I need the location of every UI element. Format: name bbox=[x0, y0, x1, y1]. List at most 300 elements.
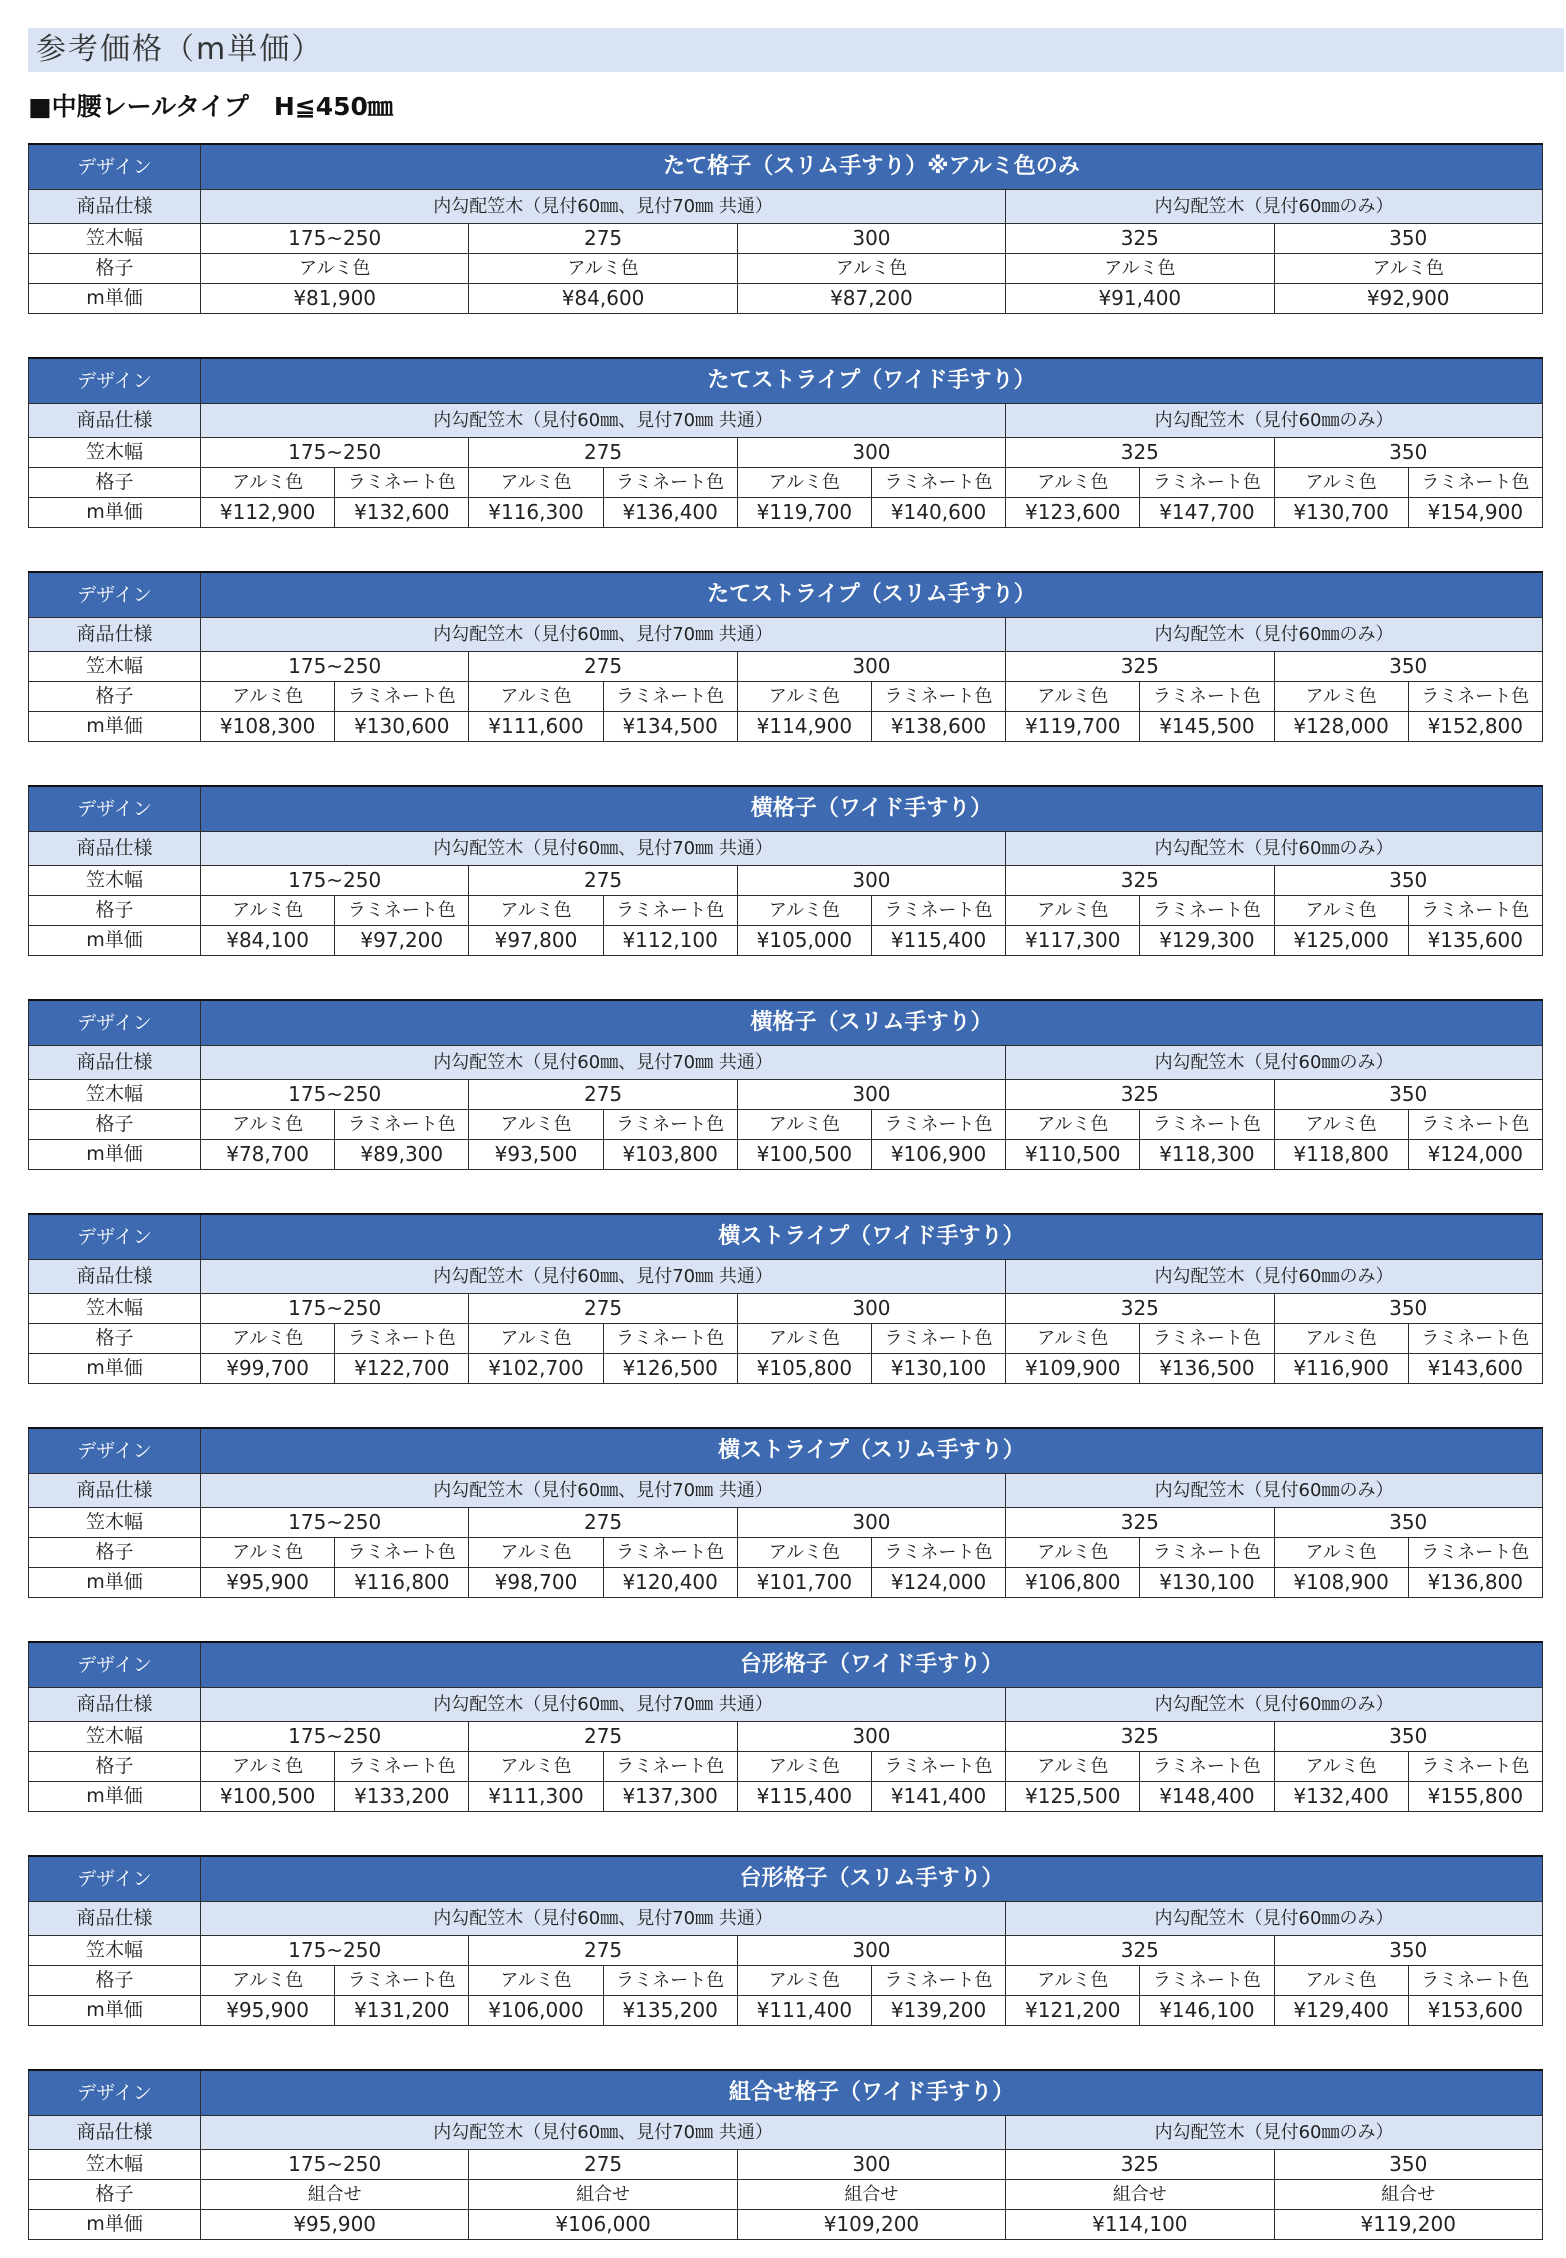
price-label: m単価 bbox=[29, 1568, 201, 1598]
width-cell: 300 bbox=[737, 1936, 1005, 1966]
price-cell: ¥130,100 bbox=[871, 1354, 1005, 1384]
color-cell: ラミネート色 bbox=[1408, 896, 1542, 926]
price-cell: ¥134,500 bbox=[603, 712, 737, 742]
width-label: 笠木幅 bbox=[29, 1294, 201, 1324]
color-cell: アルミ色 bbox=[469, 1538, 603, 1568]
price-label: m単価 bbox=[29, 926, 201, 956]
color-cell: アルミ色 bbox=[201, 1752, 335, 1782]
width-label: 笠木幅 bbox=[29, 1080, 201, 1110]
width-row bbox=[29, 652, 1543, 682]
width-cell: 175~250 bbox=[201, 1294, 469, 1324]
lattice-label: 格子 bbox=[29, 1752, 201, 1782]
width-cell: 325 bbox=[1006, 1508, 1274, 1538]
price-row bbox=[29, 284, 1543, 314]
price-cell: ¥131,200 bbox=[335, 1996, 469, 2026]
color-cell: アルミ色 bbox=[1006, 1966, 1140, 1996]
width-row bbox=[29, 1722, 1543, 1752]
price-table bbox=[28, 1213, 1543, 1384]
spec-row bbox=[29, 2116, 1543, 2150]
width-cell: 350 bbox=[1274, 438, 1543, 468]
width-cell: 275 bbox=[469, 1080, 737, 1110]
spec-group-cell: 内勾配笠木（見付60㎜、見付70㎜ 共通） bbox=[201, 404, 1006, 438]
color-cell: アルミ色 bbox=[1006, 1752, 1140, 1782]
price-cell: ¥145,500 bbox=[1140, 712, 1274, 742]
price-cell: ¥121,200 bbox=[1006, 1996, 1140, 2026]
color-cell: アルミ色 bbox=[1006, 254, 1274, 284]
color-cell: アルミ色 bbox=[1006, 1324, 1140, 1354]
design-label: デザイン bbox=[29, 1428, 201, 1474]
spec-row bbox=[29, 618, 1543, 652]
color-cell: ラミネート色 bbox=[871, 896, 1005, 926]
price-cell: ¥89,300 bbox=[335, 1140, 469, 1170]
color-cell: アルミ色 bbox=[1274, 896, 1408, 926]
width-cell: 300 bbox=[737, 1294, 1005, 1324]
width-cell: 300 bbox=[737, 438, 1005, 468]
spec-row bbox=[29, 1474, 1543, 1508]
price-cell: ¥95,900 bbox=[201, 2210, 469, 2240]
price-cell: ¥111,300 bbox=[469, 1782, 603, 1812]
width-cell: 300 bbox=[737, 224, 1005, 254]
price-cell: ¥78,700 bbox=[201, 1140, 335, 1170]
color-cell: アルミ色 bbox=[1006, 1110, 1140, 1140]
width-cell: 175~250 bbox=[201, 2150, 469, 2180]
lattice-label: 格子 bbox=[29, 1324, 201, 1354]
color-cell: アルミ色 bbox=[469, 254, 737, 284]
color-cell: アルミ色 bbox=[469, 1110, 603, 1140]
spec-label: 商品仕様 bbox=[29, 618, 201, 652]
width-cell: 350 bbox=[1274, 652, 1542, 682]
price-cell: ¥106,000 bbox=[469, 2210, 737, 2240]
design-label: デザイン bbox=[29, 572, 201, 618]
price-cell: ¥129,400 bbox=[1274, 1996, 1408, 2026]
width-cell: 350 bbox=[1274, 1294, 1542, 1324]
price-cell: ¥116,300 bbox=[469, 498, 603, 528]
price-cell: ¥124,000 bbox=[871, 1568, 1005, 1598]
price-cell: ¥97,200 bbox=[335, 926, 469, 956]
color-cell: アルミ色 bbox=[737, 1538, 871, 1568]
price-table-section bbox=[28, 785, 1542, 956]
color-cell: ラミネート色 bbox=[1408, 1752, 1542, 1782]
price-cell: ¥130,100 bbox=[1140, 1568, 1274, 1598]
color-cell: ラミネート色 bbox=[603, 896, 737, 926]
width-cell: 175~250 bbox=[201, 1722, 469, 1752]
price-cell: ¥122,700 bbox=[335, 1354, 469, 1384]
color-cell: アルミ色 bbox=[201, 1966, 335, 1996]
width-row bbox=[29, 1080, 1543, 1110]
price-cell: ¥124,000 bbox=[1408, 1140, 1542, 1170]
price-cell: ¥84,600 bbox=[469, 284, 737, 314]
design-row bbox=[29, 358, 1543, 404]
lattice-row bbox=[29, 1538, 1543, 1568]
price-cell: ¥125,000 bbox=[1274, 926, 1408, 956]
color-cell: アルミ色 bbox=[1006, 1538, 1140, 1568]
price-cell: ¥146,100 bbox=[1140, 1996, 1274, 2026]
price-cell: ¥141,400 bbox=[871, 1782, 1005, 1812]
width-cell: 300 bbox=[737, 2150, 1005, 2180]
spec-group-cell: 内勾配笠木（見付60㎜、見付70㎜ 共通） bbox=[201, 1474, 1006, 1508]
price-cell: ¥125,500 bbox=[1006, 1782, 1140, 1812]
price-table bbox=[28, 1641, 1543, 1812]
price-cell: ¥119,200 bbox=[1274, 2210, 1542, 2240]
spec-label: 商品仕様 bbox=[29, 832, 201, 866]
price-row bbox=[29, 1140, 1543, 1170]
design-row bbox=[29, 1428, 1543, 1474]
color-cell: アルミ色 bbox=[469, 682, 603, 712]
color-cell: アルミ色 bbox=[737, 254, 1005, 284]
price-cell: ¥114,900 bbox=[737, 712, 871, 742]
price-table bbox=[28, 1855, 1543, 2026]
spec-group-cell: 内勾配笠木（見付60㎜のみ） bbox=[1006, 1046, 1543, 1080]
price-cell: ¥115,400 bbox=[871, 926, 1005, 956]
color-cell: ラミネート色 bbox=[871, 682, 1005, 712]
spec-label: 商品仕様 bbox=[29, 1474, 201, 1508]
price-cell: ¥100,500 bbox=[737, 1140, 871, 1170]
width-cell: 350 bbox=[1274, 2150, 1542, 2180]
color-cell: ラミネート色 bbox=[335, 1110, 469, 1140]
spec-group-cell: 内勾配笠木（見付60㎜のみ） bbox=[1006, 1688, 1543, 1722]
lattice-row bbox=[29, 2180, 1543, 2210]
price-cell: ¥152,800 bbox=[1408, 712, 1542, 742]
color-cell: 組合せ bbox=[201, 2180, 469, 2210]
design-name: 横ストライプ（ワイド手すり） bbox=[201, 1214, 1543, 1260]
price-row bbox=[29, 712, 1543, 742]
price-cell: ¥129,300 bbox=[1140, 926, 1274, 956]
lattice-label: 格子 bbox=[29, 896, 201, 926]
price-cell: ¥117,300 bbox=[1006, 926, 1140, 956]
design-row bbox=[29, 1642, 1543, 1688]
spec-group-cell: 内勾配笠木（見付60㎜のみ） bbox=[1006, 618, 1543, 652]
width-row bbox=[29, 1936, 1543, 1966]
price-cell: ¥106,000 bbox=[469, 1996, 603, 2026]
lattice-label: 格子 bbox=[29, 1538, 201, 1568]
price-label: m単価 bbox=[29, 712, 201, 742]
color-cell: アルミ色 bbox=[1274, 1538, 1408, 1568]
width-label: 笠木幅 bbox=[29, 1722, 201, 1752]
color-cell: ラミネート色 bbox=[871, 1110, 1005, 1140]
price-cell: ¥136,400 bbox=[603, 498, 737, 528]
lattice-label: 格子 bbox=[29, 682, 201, 712]
price-label: m単価 bbox=[29, 2210, 201, 2240]
color-cell: ラミネート色 bbox=[871, 1752, 1005, 1782]
color-cell: アルミ色 bbox=[737, 468, 871, 498]
design-label: デザイン bbox=[29, 1000, 201, 1046]
lattice-label: 格子 bbox=[29, 1110, 201, 1140]
price-cell: ¥123,600 bbox=[1006, 498, 1140, 528]
price-label: m単価 bbox=[29, 1354, 201, 1384]
price-cell: ¥84,100 bbox=[201, 926, 335, 956]
color-cell: ラミネート色 bbox=[871, 1538, 1005, 1568]
price-cell: ¥132,600 bbox=[335, 498, 469, 528]
width-row bbox=[29, 866, 1543, 896]
width-cell: 275 bbox=[469, 1722, 737, 1752]
lattice-label: 格子 bbox=[29, 1966, 201, 1996]
width-cell: 325 bbox=[1006, 1722, 1274, 1752]
color-cell: ラミネート色 bbox=[1408, 1538, 1542, 1568]
price-cell: ¥133,200 bbox=[335, 1782, 469, 1812]
section-subtitle: ■中腰レールタイプ H≦450㎜ bbox=[28, 92, 393, 121]
price-label: m単価 bbox=[29, 1996, 201, 2026]
color-cell: ラミネート色 bbox=[603, 1110, 737, 1140]
price-table-section bbox=[28, 999, 1542, 1170]
design-name: 横格子（スリム手すり） bbox=[201, 1000, 1543, 1046]
color-cell: ラミネート色 bbox=[1408, 1966, 1542, 1996]
color-cell: ラミネート色 bbox=[335, 896, 469, 926]
spec-row bbox=[29, 1902, 1543, 1936]
width-label: 笠木幅 bbox=[29, 2150, 201, 2180]
color-cell: アルミ色 bbox=[469, 1324, 603, 1354]
price-table bbox=[28, 785, 1543, 956]
color-cell: ラミネート色 bbox=[603, 468, 737, 498]
design-label: デザイン bbox=[29, 786, 201, 832]
width-label: 笠木幅 bbox=[29, 1936, 201, 1966]
width-row bbox=[29, 224, 1543, 254]
color-cell: アルミ色 bbox=[737, 1110, 871, 1140]
color-cell: アルミ色 bbox=[201, 1324, 335, 1354]
design-name: たて格子（スリム手すり）※アルミ色のみ bbox=[201, 144, 1543, 190]
spec-label: 商品仕様 bbox=[29, 1260, 201, 1294]
price-label: m単価 bbox=[29, 498, 201, 528]
width-cell: 350 bbox=[1274, 1722, 1543, 1752]
design-row bbox=[29, 1214, 1543, 1260]
price-cell: ¥148,400 bbox=[1140, 1782, 1274, 1812]
price-table-section bbox=[28, 1213, 1542, 1384]
color-cell: ラミネート色 bbox=[1408, 1324, 1542, 1354]
design-row bbox=[29, 1856, 1543, 1902]
price-row bbox=[29, 1568, 1543, 1598]
price-cell: ¥126,500 bbox=[603, 1354, 737, 1384]
spec-group-cell: 内勾配笠木（見付60㎜のみ） bbox=[1006, 1902, 1543, 1936]
color-cell: ラミネート色 bbox=[335, 682, 469, 712]
price-cell: ¥138,600 bbox=[871, 712, 1005, 742]
width-cell: 175~250 bbox=[201, 224, 469, 254]
width-row bbox=[29, 1508, 1543, 1538]
color-cell: アルミ色 bbox=[1274, 1752, 1408, 1782]
color-cell: 組合せ bbox=[737, 2180, 1005, 2210]
width-cell: 350 bbox=[1274, 1508, 1542, 1538]
color-cell: アルミ色 bbox=[1006, 468, 1140, 498]
color-cell: ラミネート色 bbox=[1408, 1110, 1542, 1140]
design-row bbox=[29, 786, 1543, 832]
price-cell: ¥136,500 bbox=[1140, 1354, 1274, 1384]
price-cell: ¥112,900 bbox=[201, 498, 335, 528]
width-cell: 325 bbox=[1006, 1080, 1274, 1110]
lattice-label: 格子 bbox=[29, 468, 201, 498]
width-label: 笠木幅 bbox=[29, 1508, 201, 1538]
color-cell: ラミネート色 bbox=[1140, 1966, 1274, 1996]
price-table-section bbox=[28, 357, 1542, 528]
color-cell: アルミ色 bbox=[201, 1538, 335, 1568]
price-cell: ¥114,100 bbox=[1006, 2210, 1274, 2240]
price-table-section bbox=[28, 2069, 1542, 2240]
width-cell: 300 bbox=[737, 1508, 1005, 1538]
price-cell: ¥154,900 bbox=[1408, 498, 1542, 528]
price-cell: ¥130,600 bbox=[335, 712, 469, 742]
price-cell: ¥136,800 bbox=[1408, 1568, 1542, 1598]
price-cell: ¥105,800 bbox=[737, 1354, 871, 1384]
price-cell: ¥98,700 bbox=[469, 1568, 603, 1598]
lattice-label: 格子 bbox=[29, 2180, 201, 2210]
width-row bbox=[29, 1294, 1543, 1324]
color-cell: ラミネート色 bbox=[1140, 468, 1274, 498]
price-cell: ¥108,900 bbox=[1274, 1568, 1408, 1598]
price-table bbox=[28, 143, 1543, 314]
color-cell: アルミ色 bbox=[201, 254, 469, 284]
color-cell: ラミネート色 bbox=[335, 1538, 469, 1568]
width-cell: 175~250 bbox=[201, 1508, 469, 1538]
color-cell: ラミネート色 bbox=[335, 468, 469, 498]
price-cell: ¥93,500 bbox=[469, 1140, 603, 1170]
color-cell: ラミネート色 bbox=[335, 1324, 469, 1354]
spec-group-cell: 内勾配笠木（見付60㎜のみ） bbox=[1006, 404, 1543, 438]
color-cell: アルミ色 bbox=[737, 682, 871, 712]
design-name: 組合せ格子（ワイド手すり） bbox=[201, 2070, 1543, 2116]
price-cell: ¥102,700 bbox=[469, 1354, 603, 1384]
price-cell: ¥101,700 bbox=[737, 1568, 871, 1598]
price-cell: ¥130,700 bbox=[1274, 498, 1408, 528]
design-label: デザイン bbox=[29, 358, 201, 404]
width-cell: 325 bbox=[1006, 652, 1274, 682]
price-cell: ¥108,300 bbox=[201, 712, 335, 742]
price-table-section bbox=[28, 1641, 1542, 1812]
color-cell: ラミネート色 bbox=[1408, 682, 1542, 712]
price-table bbox=[28, 571, 1543, 742]
spec-group-cell: 内勾配笠木（見付60㎜、見付70㎜ 共通） bbox=[201, 1688, 1006, 1722]
price-cell: ¥135,200 bbox=[603, 1996, 737, 2026]
color-cell: ラミネート色 bbox=[335, 1966, 469, 1996]
width-cell: 325 bbox=[1006, 224, 1274, 254]
price-label: m単価 bbox=[29, 1140, 201, 1170]
color-cell: アルミ色 bbox=[1274, 1324, 1408, 1354]
color-cell: ラミネート色 bbox=[603, 1752, 737, 1782]
price-cell: ¥143,600 bbox=[1408, 1354, 1542, 1384]
price-cell: ¥153,600 bbox=[1408, 1996, 1542, 2026]
width-cell: 325 bbox=[1006, 438, 1274, 468]
color-cell: アルミ色 bbox=[1274, 254, 1542, 284]
spec-label: 商品仕様 bbox=[29, 190, 201, 224]
spec-group-cell: 内勾配笠木（見付60㎜のみ） bbox=[1006, 1260, 1543, 1294]
width-cell: 350 bbox=[1274, 224, 1542, 254]
price-cell: ¥147,700 bbox=[1140, 498, 1274, 528]
spec-row bbox=[29, 190, 1543, 224]
width-cell: 300 bbox=[737, 866, 1005, 896]
design-name: 横ストライプ（スリム手すり） bbox=[201, 1428, 1543, 1474]
width-label: 笠木幅 bbox=[29, 652, 201, 682]
spec-row bbox=[29, 1046, 1543, 1080]
color-cell: アルミ色 bbox=[1274, 682, 1408, 712]
spec-row bbox=[29, 832, 1543, 866]
spec-group-cell: 内勾配笠木（見付60㎜、見付70㎜ 共通） bbox=[201, 190, 1006, 224]
price-cell: ¥120,400 bbox=[603, 1568, 737, 1598]
price-table bbox=[28, 1427, 1543, 1598]
color-cell: 組合せ bbox=[1274, 2180, 1542, 2210]
spec-label: 商品仕様 bbox=[29, 1902, 201, 1936]
price-label: m単価 bbox=[29, 1782, 201, 1812]
design-label: デザイン bbox=[29, 1856, 201, 1902]
price-cell: ¥111,400 bbox=[737, 1996, 871, 2026]
price-cell: ¥155,800 bbox=[1408, 1782, 1542, 1812]
design-name: 台形格子（ワイド手すり） bbox=[201, 1642, 1543, 1688]
color-cell: アルミ色 bbox=[1274, 1966, 1408, 1996]
width-cell: 275 bbox=[469, 2150, 737, 2180]
price-cell: ¥103,800 bbox=[603, 1140, 737, 1170]
spec-group-cell: 内勾配笠木（見付60㎜のみ） bbox=[1006, 190, 1543, 224]
design-name: たてストライプ（スリム手すり） bbox=[201, 572, 1543, 618]
lattice-row bbox=[29, 682, 1543, 712]
price-table bbox=[28, 357, 1543, 528]
price-table-section bbox=[28, 1855, 1542, 2026]
price-cell: ¥135,600 bbox=[1408, 926, 1542, 956]
spec-group-cell: 内勾配笠木（見付60㎜のみ） bbox=[1006, 832, 1543, 866]
color-cell: ラミネート色 bbox=[871, 468, 1005, 498]
width-cell: 275 bbox=[469, 1508, 737, 1538]
price-cell: ¥139,200 bbox=[871, 1996, 1005, 2026]
price-cell: ¥115,400 bbox=[737, 1782, 871, 1812]
lattice-row bbox=[29, 896, 1543, 926]
width-label: 笠木幅 bbox=[29, 866, 201, 896]
price-cell: ¥109,200 bbox=[737, 2210, 1005, 2240]
spec-group-cell: 内勾配笠木（見付60㎜のみ） bbox=[1006, 2116, 1543, 2150]
width-label: 笠木幅 bbox=[29, 438, 201, 468]
color-cell: ラミネート色 bbox=[1140, 1538, 1274, 1568]
price-cell: ¥128,000 bbox=[1274, 712, 1408, 742]
color-cell: アルミ色 bbox=[737, 1752, 871, 1782]
width-cell: 275 bbox=[469, 1294, 737, 1324]
price-cell: ¥119,700 bbox=[1006, 712, 1140, 742]
color-cell: アルミ色 bbox=[469, 1752, 603, 1782]
price-row bbox=[29, 498, 1543, 528]
color-cell: ラミネート色 bbox=[1140, 682, 1274, 712]
width-cell: 275 bbox=[469, 866, 737, 896]
design-name: たてストライプ（ワイド手すり） bbox=[201, 358, 1543, 404]
lattice-row bbox=[29, 1752, 1543, 1782]
design-name: 台形格子（スリム手すり） bbox=[201, 1856, 1543, 1902]
price-cell: ¥95,900 bbox=[201, 1568, 335, 1598]
width-cell: 325 bbox=[1006, 1936, 1274, 1966]
color-cell: ラミネート色 bbox=[1140, 1752, 1274, 1782]
design-label: デザイン bbox=[29, 2070, 201, 2116]
color-cell: ラミネート色 bbox=[335, 1752, 469, 1782]
price-cell: ¥92,900 bbox=[1274, 284, 1542, 314]
price-cell: ¥106,800 bbox=[1006, 1568, 1140, 1598]
spec-group-cell: 内勾配笠木（見付60㎜、見付70㎜ 共通） bbox=[201, 1046, 1006, 1080]
price-row bbox=[29, 1996, 1543, 2026]
color-cell: アルミ色 bbox=[1006, 682, 1140, 712]
spec-row bbox=[29, 1260, 1543, 1294]
width-label: 笠木幅 bbox=[29, 224, 201, 254]
price-cell: ¥106,900 bbox=[871, 1140, 1005, 1170]
color-cell: ラミネート色 bbox=[871, 1324, 1005, 1354]
price-cell: ¥95,900 bbox=[201, 1996, 335, 2026]
color-cell: アルミ色 bbox=[737, 1324, 871, 1354]
price-row bbox=[29, 926, 1543, 956]
design-row bbox=[29, 1000, 1543, 1046]
price-table-section bbox=[28, 143, 1542, 314]
color-cell: 組合せ bbox=[469, 2180, 737, 2210]
width-cell: 325 bbox=[1006, 1294, 1274, 1324]
price-cell: ¥100,500 bbox=[201, 1782, 335, 1812]
spec-label: 商品仕様 bbox=[29, 2116, 201, 2150]
price-cell: ¥110,500 bbox=[1006, 1140, 1140, 1170]
color-cell: アルミ色 bbox=[469, 1966, 603, 1996]
design-row bbox=[29, 144, 1543, 190]
design-row bbox=[29, 2070, 1543, 2116]
color-cell: アルミ色 bbox=[201, 682, 335, 712]
price-cell: ¥87,200 bbox=[737, 284, 1005, 314]
design-label: デザイン bbox=[29, 1214, 201, 1260]
color-cell: アルミ色 bbox=[737, 1966, 871, 1996]
color-cell: ラミネート色 bbox=[1140, 1324, 1274, 1354]
color-cell: ラミネート色 bbox=[871, 1966, 1005, 1996]
